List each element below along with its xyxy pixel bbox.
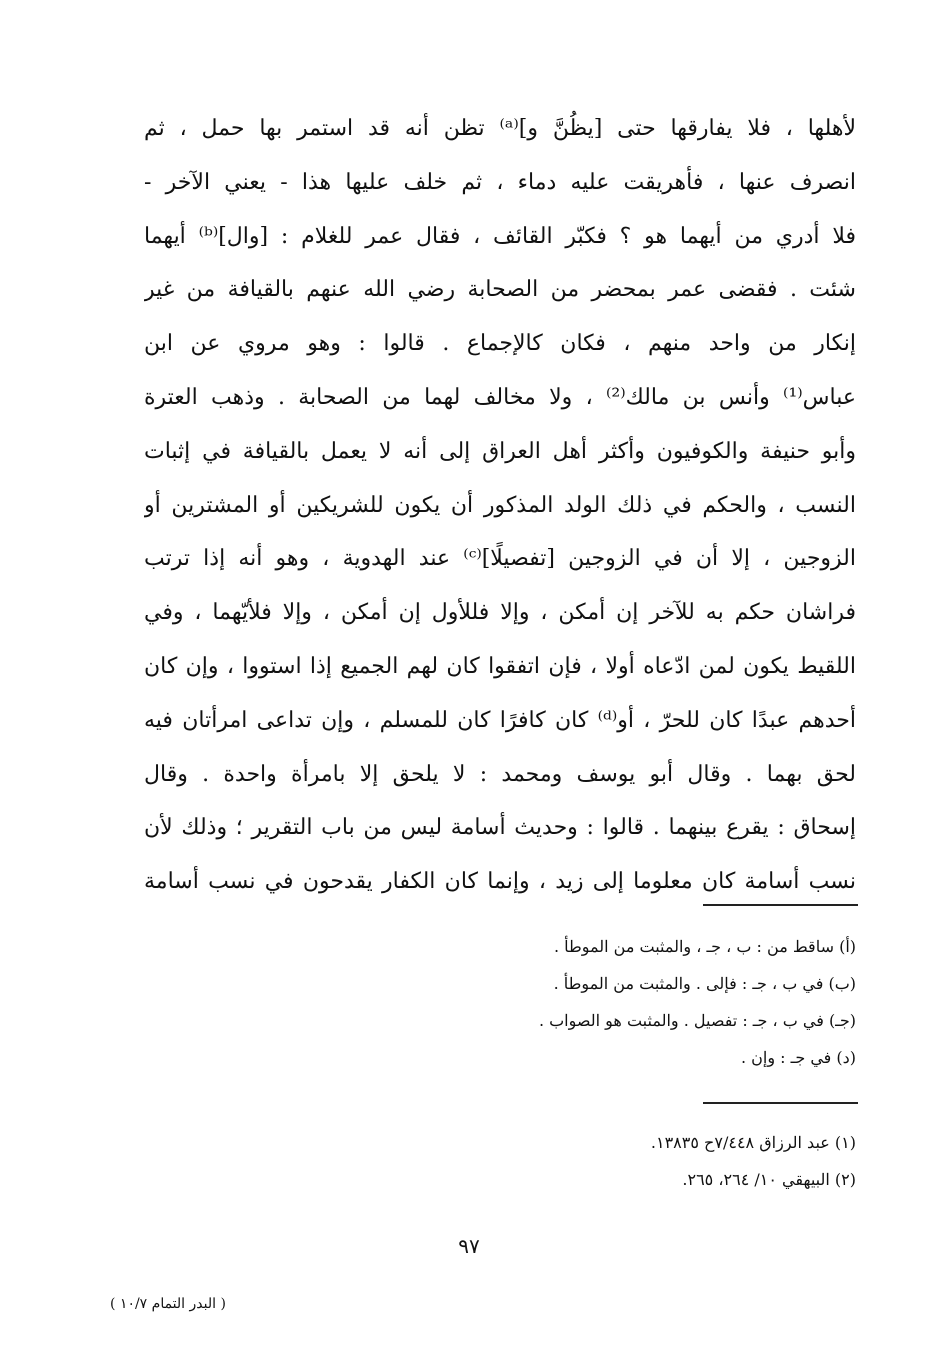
text-line: وأبو حنيفة والكوفيون وأكثر أهل العراق إلى أنه لا يعمل بالقيافة في إثبات [144, 438, 856, 464]
text-line: نسب أسامة كان معلوما إلى زيد ، وإنما كان الكفار يقدحون في نسب أسامة [144, 869, 856, 895]
text-line: لحق بهما . وقال أبو يوسف ومحمد : لا يلحق إلا بامرأة واحدة . وقال [144, 761, 856, 787]
reference-footnotes [356, 1124, 856, 1198]
reference-divider [703, 1102, 858, 1104]
variant-footnotes [356, 928, 856, 1076]
reference-note: (٢) البيهقي ١٠/ ٢٦٤، ٢٦٥. [682, 1170, 856, 1189]
variant-note: (د) في جـ : وإن . [741, 1048, 856, 1067]
variant-note: (أ) ساقط من : ب ، جـ ، والمثبت من الموطأ . [553, 937, 856, 956]
text-line: انصرف عنها ، فأهريقت عليه دماء ، ثم خلف عليها هذا - يعني الآخر - [144, 169, 856, 195]
text-line: عباس⁽¹⁾ وأنس بن مالك⁽²⁾ ، ولا مخالف لهما من الصحابة . وذهب العترة [144, 384, 856, 410]
book-signature: ( البدر التمام ١٠/٧ ) [110, 1296, 226, 1312]
text-line: فراشان حكم به للآخر إن أمكن ، وإلا فللأول إن أمكن ، وإلا فلأيّهما ، وفي [144, 600, 856, 626]
text-line: اللقيط يكون لمن ادّعاه أولا ، فإن اتفقوا كان لهم الجميع إذا استووا ، وإن كان [144, 653, 856, 679]
text-line: فلا أدري من أيهما هو ؟ فكبّر القائف ، فقال عمر للغلام : [وال]⁽ᵇ⁾ أيهما [144, 223, 856, 249]
reference-note: (١) عبد الرزاق ٧/٤٤٨ح ١٣٨٣٥. [650, 1133, 856, 1152]
text-line: إنكار من واحد منهم ، فكان كالإجماع . قالوا : وهو مروي عن ابن [144, 331, 856, 357]
text-line: النسب ، والحكم في ذلك الولد المذكور أن يكون للشريكين أو المشترين أو [144, 492, 856, 518]
variant-note: (جـ) في ب ، جـ : تفصيل . والمثبت هو الصواب . [538, 1011, 856, 1030]
text-line: شئت . فقضى عمر بمحضر من الصحابة رضي الله عنهم بالقيافة من غير [144, 277, 856, 303]
text-line: أحدهم عبدًا كان للحرّ ، أو⁽ᵈ⁾ كان كافرًا كان للمسلم ، وإن تداعى امرأتان فيه [144, 707, 856, 733]
variant-note: (ب) في ب ، جـ : فإلى . والمثبت من الموطأ . [553, 974, 856, 993]
text-line: لأهلها ، فلا يفارقها حتى [يظُنَّ و]⁽ᵃ⁾ تظن أنه قد استمر بها حمل ، ثم [144, 116, 856, 141]
text-line: إسحاق : يقرع بينهما . قالوا : وحديث أسامة ليس من باب التقرير ؛ وذلك لأن [144, 815, 856, 841]
main-text [144, 102, 856, 909]
footnote-divider [703, 904, 858, 906]
text-line: الزوجين ، إلا أن في الزوجين [تفصيلًا]⁽ᶜ⁾ عند الهدوية ، وهو أنه إذا ترتب [144, 546, 856, 572]
page-number: ٩٧ [458, 1234, 480, 1258]
